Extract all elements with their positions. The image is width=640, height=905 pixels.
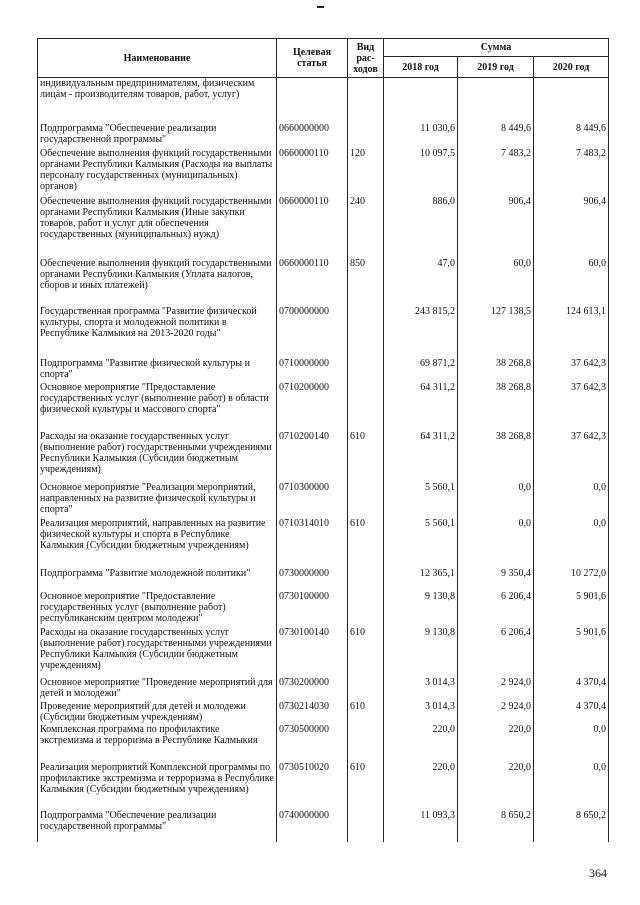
row-2018: 3 014,3 xyxy=(384,701,458,724)
row-name: Обеспечение выполнения функций государственными органами Республики Калмыкия (Расходы на выплаты персоналу государственных (муниципальных) органов) xyxy=(38,148,277,196)
row-2020: 37 642,3 xyxy=(534,382,609,431)
row-2019: 127 138,5 xyxy=(458,306,534,358)
row-code: 0660000110 xyxy=(277,148,348,196)
header-sum: Сумма xyxy=(384,39,609,57)
row-2020: 4 370,4 xyxy=(534,701,609,724)
table-row xyxy=(38,482,609,518)
table-row xyxy=(38,431,609,482)
row-name: Реализация мероприятий Комплексной программы по профилактике экстремизма и терроризма в Республике Калмыкия (Субсидии бюджетным учреждениям) xyxy=(38,762,277,810)
row-2020: 124 613,1 xyxy=(534,306,609,358)
row-2018: 5 560,1 xyxy=(384,518,458,568)
row-2020: 10 272,0 xyxy=(534,568,609,591)
header-target-article: Целевая статья xyxy=(277,39,348,78)
row-2020: 8 449,6 xyxy=(534,123,609,148)
top-dash-mark xyxy=(317,6,324,8)
row-2018: 69 871,2 xyxy=(384,358,458,382)
row-2019: 60,0 xyxy=(458,258,534,306)
row-code: 0660000110 xyxy=(277,258,348,306)
row-expense-type: 120 xyxy=(348,148,384,196)
table-row xyxy=(38,724,609,762)
row-name: Государственная программа "Развитие физической культуры, спорта и молодежной политики в Республике Калмыкия на 2013-2020 годы" xyxy=(38,306,277,358)
table-row xyxy=(38,677,609,701)
row-2020: 0,0 xyxy=(534,762,609,810)
row-expense-type: 610 xyxy=(348,518,384,568)
row-2018: 11 030,6 xyxy=(384,123,458,148)
row-code: 0710300000 xyxy=(277,482,348,518)
row-2019: 2 924,0 xyxy=(458,677,534,701)
table-row xyxy=(38,627,609,677)
row-2018 xyxy=(384,78,458,123)
row-2020: 5 901,6 xyxy=(534,627,609,677)
row-2018: 886,0 xyxy=(384,196,458,258)
row-2020: 8 650,2 xyxy=(534,810,609,842)
row-code: 0730214030 xyxy=(277,701,348,724)
row-expense-type: 850 xyxy=(348,258,384,306)
row-2018: 9 130,8 xyxy=(384,591,458,627)
row-2019: 38 268,8 xyxy=(458,358,534,382)
row-name: Подпрограмма "Развитие молодежной политики" xyxy=(38,568,277,591)
row-code: 0730500000 xyxy=(277,724,348,762)
row-2018: 5 560,1 xyxy=(384,482,458,518)
row-code xyxy=(277,78,348,123)
row-code: 0730000000 xyxy=(277,568,348,591)
table-row xyxy=(38,762,609,810)
table-row xyxy=(38,568,609,591)
row-expense-type xyxy=(348,724,384,762)
row-2019: 6 206,4 xyxy=(458,591,534,627)
row-code: 0700000000 xyxy=(277,306,348,358)
table-row xyxy=(38,123,609,148)
row-2020: 0,0 xyxy=(534,482,609,518)
row-name: Проведение мероприятий для детей и молодежи (Субсидии бюджетным учреждениям) xyxy=(38,701,277,724)
row-2019: 220,0 xyxy=(458,724,534,762)
row-code: 0710200140 xyxy=(277,431,348,482)
row-expense-type xyxy=(348,78,384,123)
row-2019: 0,0 xyxy=(458,518,534,568)
table-row xyxy=(38,382,609,431)
table-row xyxy=(38,518,609,568)
table-row xyxy=(38,78,609,123)
row-expense-type: 610 xyxy=(348,627,384,677)
row-2020: 5 901,6 xyxy=(534,591,609,627)
row-name: Реализация мероприятий, направленных на развитие физической культуры и спорта в Республике Калмыкия (Субсидии бюджетным учреждениям) xyxy=(38,518,277,568)
row-2020: 4 370,4 xyxy=(534,677,609,701)
row-expense-type xyxy=(348,123,384,148)
row-expense-type xyxy=(348,591,384,627)
row-2019: 9 350,4 xyxy=(458,568,534,591)
row-2019: 8 449,6 xyxy=(458,123,534,148)
row-2019: 906,4 xyxy=(458,196,534,258)
row-code: 0660000110 xyxy=(277,196,348,258)
row-code: 0730100000 xyxy=(277,591,348,627)
row-2020: 906,4 xyxy=(534,196,609,258)
row-2018: 47,0 xyxy=(384,258,458,306)
table-row xyxy=(38,258,609,306)
row-2019 xyxy=(458,78,534,123)
row-2019: 38 268,8 xyxy=(458,382,534,431)
row-name: Расходы на оказание государственных услуг (выполнение работ) государственными учреждениями Республики Калмыкия (Субсидии бюджетным учреждениям) xyxy=(38,627,277,677)
row-2018: 220,0 xyxy=(384,724,458,762)
row-2019: 2 924,0 xyxy=(458,701,534,724)
row-name: Обеспечение выполнения функций государственными органами Республики Калмыкия (Иные закупки товаров, работ и услуг для обеспечения государственных (муниципальных) нужд) xyxy=(38,196,277,258)
row-code: 0710314010 xyxy=(277,518,348,568)
row-2018: 12 365,1 xyxy=(384,568,458,591)
row-2018: 9 130,8 xyxy=(384,627,458,677)
row-2019: 0,0 xyxy=(458,482,534,518)
row-2018: 64 311,2 xyxy=(384,382,458,431)
page-number: 364 xyxy=(589,866,607,880)
row-expense-type: 610 xyxy=(348,431,384,482)
header-year-2018: 2018 год xyxy=(384,57,458,78)
row-name: индивидуальным предпринимателям, физическим лицам - производителям товаров, работ, услуг) xyxy=(38,78,277,123)
row-name: Основное мероприятие "Проведение мероприятий для детей и молодежи" xyxy=(38,677,277,701)
table-row xyxy=(38,358,609,382)
row-expense-type: 610 xyxy=(348,701,384,724)
row-2019: 38 268,8 xyxy=(458,431,534,482)
row-2019: 7 483,2 xyxy=(458,148,534,196)
row-name: Основное мероприятие "Реализация мероприятий, направленных на развитие физической культуры и спорта" xyxy=(38,482,277,518)
header-name: Наименование xyxy=(38,39,277,78)
table-row xyxy=(38,591,609,627)
row-name: Подпрограмма "Развитие физической культуры и спорта" xyxy=(38,358,277,382)
row-code: 0710000000 xyxy=(277,358,348,382)
row-2020: 7 483,2 xyxy=(534,148,609,196)
row-name: Расходы на оказание государственных услуг (выполнение работ) государственными учреждениями Республики Калмыкия (Субсидии бюджетным учреждениям) xyxy=(38,431,277,482)
row-code: 0710200000 xyxy=(277,382,348,431)
row-name: Основное мероприятие "Предоставление государственных услуг (выполнение работ) республиканским центром молодежи" xyxy=(38,591,277,627)
table-row xyxy=(38,196,609,258)
row-code: 0730200000 xyxy=(277,677,348,701)
row-2018: 64 311,2 xyxy=(384,431,458,482)
header-year-2019: 2019 год xyxy=(458,57,534,78)
row-2020: 0,0 xyxy=(534,724,609,762)
table-row xyxy=(38,701,609,724)
table-row xyxy=(38,148,609,196)
budget-table xyxy=(37,38,609,842)
row-2019: 220,0 xyxy=(458,762,534,810)
row-2018: 3 014,3 xyxy=(384,677,458,701)
row-expense-type xyxy=(348,382,384,431)
header-expense-type: Вид рас- ходов xyxy=(348,39,384,78)
row-expense-type: 610 xyxy=(348,762,384,810)
row-2020: 0,0 xyxy=(534,518,609,568)
row-2019: 6 206,4 xyxy=(458,627,534,677)
row-2020: 37 642,3 xyxy=(534,431,609,482)
row-name: Подпрограмма "Обеспечение реализации государственной программы" xyxy=(38,123,277,148)
header-year-2020: 2020 год xyxy=(534,57,609,78)
row-expense-type xyxy=(348,677,384,701)
row-name: Подпрограмма "Обеспечение реализации государственной программы" xyxy=(38,810,277,842)
row-code: 0730100140 xyxy=(277,627,348,677)
row-2018: 243 815,2 xyxy=(384,306,458,358)
row-expense-type xyxy=(348,568,384,591)
row-code: 0660000000 xyxy=(277,123,348,148)
table-row xyxy=(38,306,609,358)
row-2020: 37 642,3 xyxy=(534,358,609,382)
row-2020: 60,0 xyxy=(534,258,609,306)
row-2020 xyxy=(534,78,609,123)
row-expense-type xyxy=(348,306,384,358)
row-code: 0740000000 xyxy=(277,810,348,842)
row-name: Комплексная программа по профилактике экстремизма и терроризма в Республике Калмыкия xyxy=(38,724,277,762)
row-expense-type: 240 xyxy=(348,196,384,258)
row-2018: 11 093,3 xyxy=(384,810,458,842)
row-2018: 220,0 xyxy=(384,762,458,810)
row-2018: 10 097,5 xyxy=(384,148,458,196)
row-expense-type xyxy=(348,358,384,382)
row-expense-type xyxy=(348,810,384,842)
row-name: Основное мероприятие "Предоставление государственных услуг (выполнение работ) в области физической культуры и массового спорта" xyxy=(38,382,277,431)
row-expense-type xyxy=(348,482,384,518)
row-code: 0730510020 xyxy=(277,762,348,810)
row-2019: 8 650,2 xyxy=(458,810,534,842)
row-name: Обеспечение выполнения функций государственными органами Республики Калмыкия (Уплата налогов, сборов и иных платежей) xyxy=(38,258,277,306)
table-row xyxy=(38,810,609,842)
